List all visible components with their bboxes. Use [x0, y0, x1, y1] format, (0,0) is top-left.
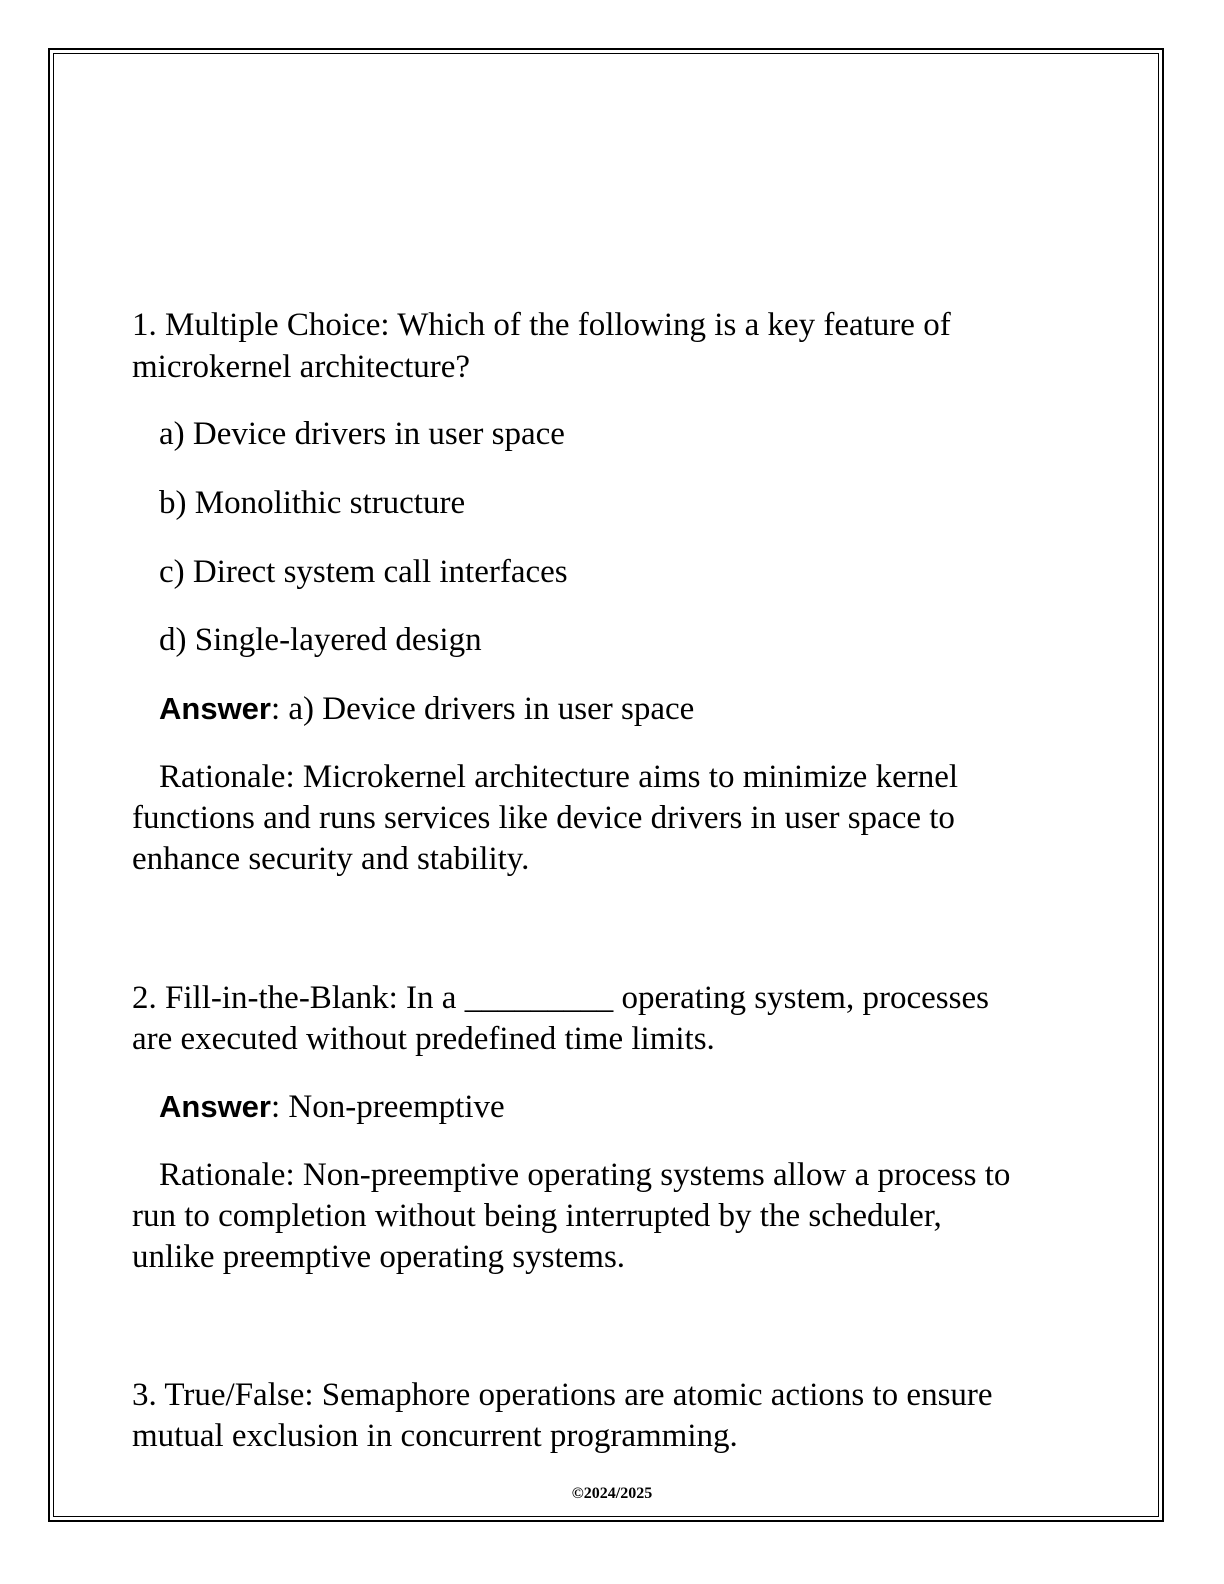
- question-2-rationale-line-1: Rationale: Non-preemptive operating systems allow a process to: [159, 1157, 1011, 1193]
- question-2-rationale: [132, 1155, 1092, 1278]
- question-1-answer: [159, 688, 694, 730]
- question-2-answer: [159, 1086, 505, 1128]
- question-2-stem-line-1: 2. Fill-in-the-Blank: In a _________ operating system, processes: [132, 980, 989, 1016]
- question-1-rationale-line-1: Rationale: Microkernel architecture aims to minimize kernel: [159, 759, 959, 795]
- question-2-stem-line-2: are executed without predefined time limits.: [132, 1021, 715, 1057]
- question-1-option-d: d) Single-layered design: [159, 622, 482, 658]
- question-1-stem-line-2: microkernel architecture?: [132, 349, 471, 385]
- question-1-option-c: c) Direct system call interfaces: [159, 554, 568, 590]
- question-1-stem-line-1: 1. Multiple Choice: Which of the following is a key feature of: [132, 307, 951, 343]
- question-2-rationale-line-3: unlike preemptive operating systems.: [132, 1239, 626, 1275]
- question-1-rationale-line-2: functions and runs services like device drivers in user space to: [132, 800, 955, 836]
- question-1-answer-label: Answer: [159, 691, 271, 726]
- question-1-answer-value: : a) Device drivers in user space: [270, 691, 695, 727]
- question-2-rationale-line-2: run to completion without being interrupted by the scheduler,: [132, 1198, 942, 1234]
- question-3-stem-line-2: mutual exclusion in concurrent programming.: [132, 1418, 738, 1454]
- question-1-rationale-line-3: enhance security and stability.: [132, 841, 530, 877]
- question-1-rationale: [132, 757, 1092, 880]
- question-2-answer-label: Answer: [159, 1089, 271, 1124]
- question-3-stem-line-1: 3. True/False: Semaphore operations are atomic actions to ensure: [132, 1377, 993, 1413]
- question-1-option-a: a) Device drivers in user space: [159, 416, 565, 452]
- footer-copyright: ©2024/2025: [571, 1485, 653, 1502]
- question-2-answer-value: : Non-preemptive: [270, 1089, 505, 1125]
- question-1-option-b: b) Monolithic structure: [159, 485, 466, 521]
